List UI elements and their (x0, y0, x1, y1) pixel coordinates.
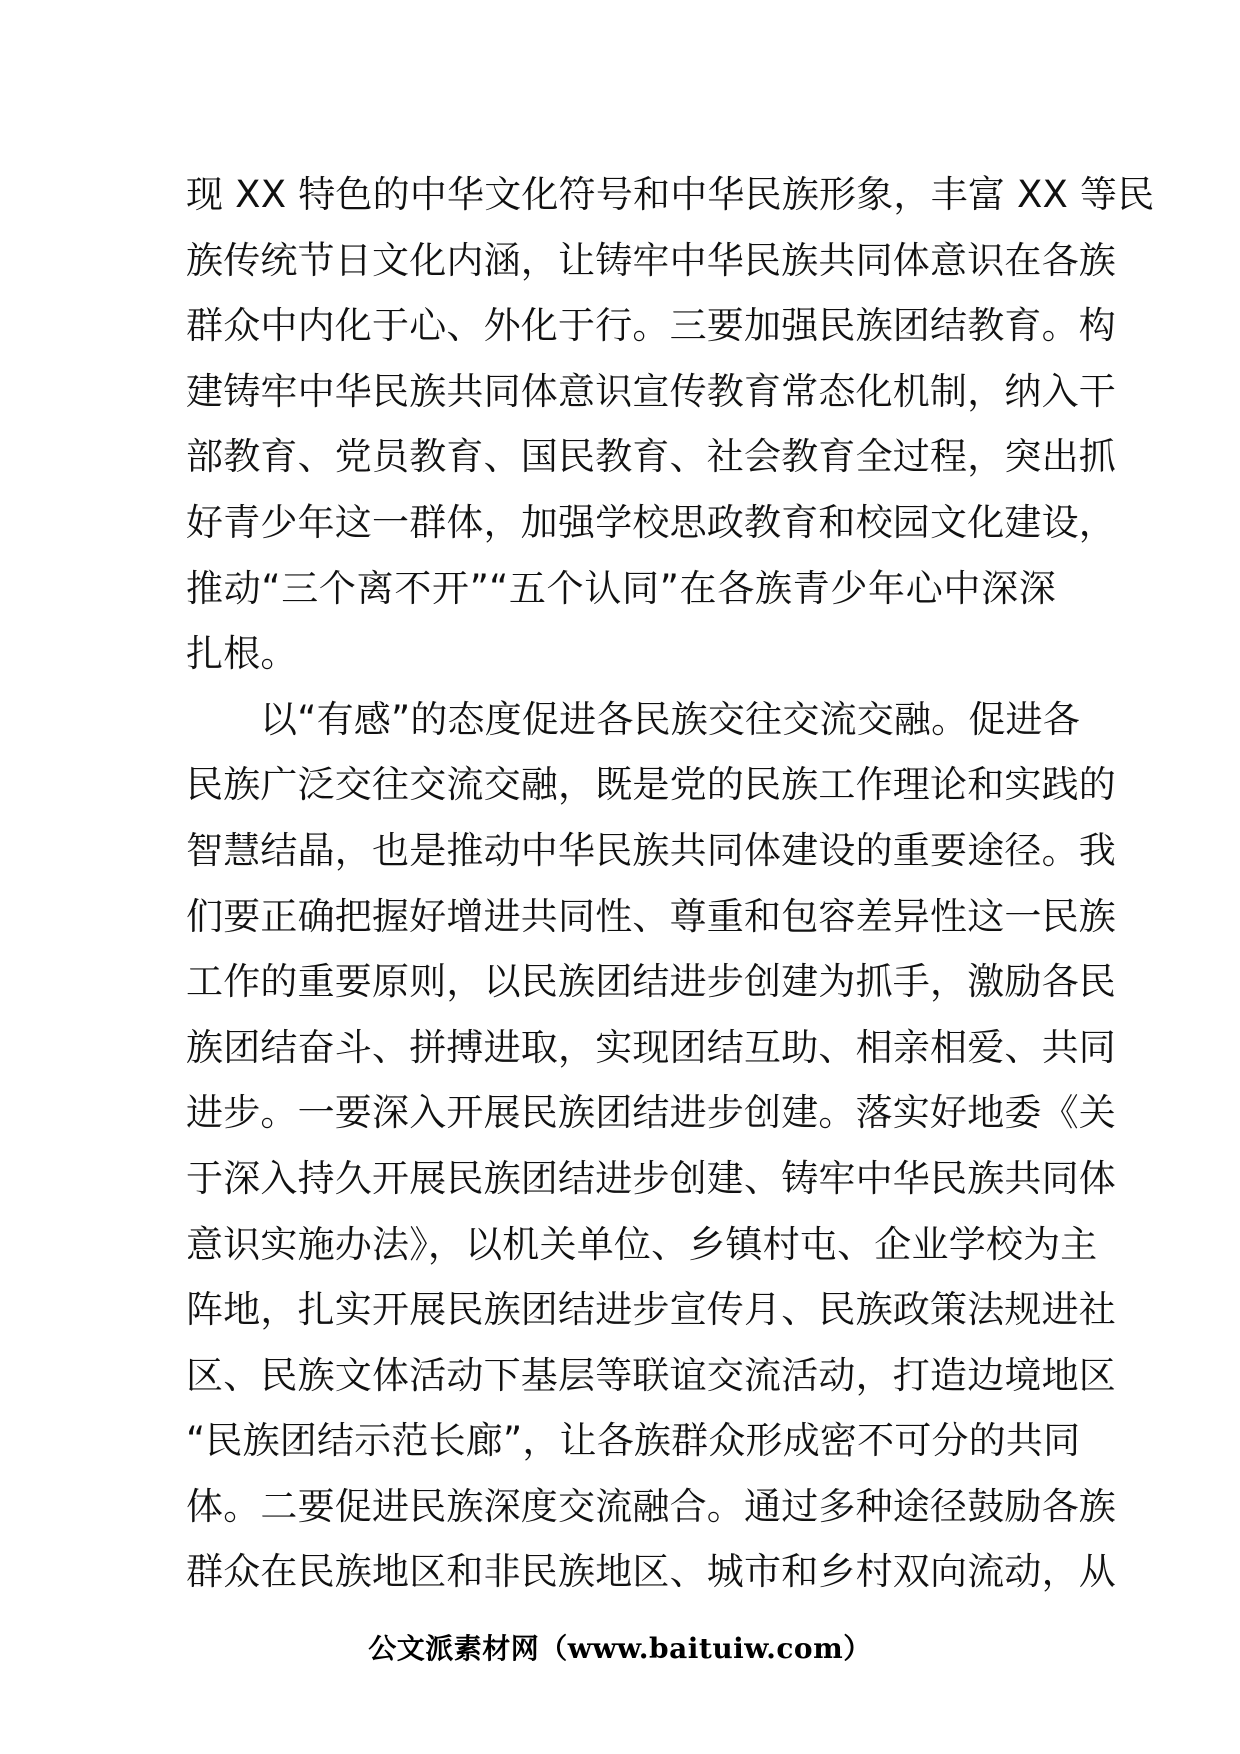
text-line: 进步。一要深入开展民族团结进步创建。落实好地委《关 (186, 1091, 1116, 1135)
text-line: 族传统节日文化内涵，让铸牢中华民族共同体意识在各族 (186, 238, 1116, 282)
paragraph-heading-line: 以“有感”的态度促进各民族交往交流交融。促进各 (260, 697, 1080, 741)
text-line: 部教育、党员教育、国民教育、社会教育全过程，突出抓 (186, 435, 1116, 479)
text-line: 族团结奋斗、拼搏进取，实现团结互助、相亲相爱、共同 (186, 1025, 1116, 1069)
text-line: 推动“三个离不开”“五个认同”在各族青少年心中深深 (186, 566, 1056, 610)
text-line: 建铸牢中华民族共同体意识宣传教育常态化机制，纳入干 (186, 369, 1116, 413)
text-line: 智慧结晶，也是推动中华民族共同体建设的重要途径。我 (186, 828, 1116, 872)
text-line: 体。二要促进民族深度交流融合。通过多种途径鼓励各族 (186, 1484, 1116, 1528)
text-line: 于深入持久开展民族团结进步创建、铸牢中华民族共同体 (186, 1156, 1116, 1200)
text-line: 群众中内化于心、外化于行。三要加强民族团结教育。构 (186, 304, 1116, 348)
text-line: 意识实施办法》，以机关单位、乡镇村屯、企业学校为主 (186, 1222, 1098, 1266)
text-line: 阵地，扎实开展民族团结进步宣传月、民族政策法规进社 (186, 1288, 1116, 1332)
text-line: 现 XX 特色的中华文化符号和中华民族形象，丰富 XX 等民 (186, 173, 1155, 216)
text-line: 区、民族文体活动下基层等联谊交流活动，打造边境地区 (186, 1353, 1116, 1397)
text-line: 们要正确把握好增进共同性、尊重和包容差异性这一民族 (186, 894, 1116, 938)
text-line: 扎根。 (186, 632, 298, 676)
text-line: 群众在民族地区和非民族地区、城市和乡村双向流动，从 (186, 1550, 1116, 1594)
text-line: “民族团结示范长廊”，让各族群众形成密不可分的共同 (186, 1419, 1081, 1463)
text-line: 民族广泛交往交流交融，既是党的民族工作理论和实践的 (186, 763, 1116, 807)
text-line: 工作的重要原则，以民族团结进步创建为抓手，激励各民 (186, 960, 1116, 1004)
document-body (186, 162, 1155, 1605)
text-line: 好青少年这一群体，加强学校思政教育和校园文化建设， (186, 500, 1116, 544)
footer-watermark: 公文派素材网（www.baituiw.com） (368, 1632, 872, 1665)
